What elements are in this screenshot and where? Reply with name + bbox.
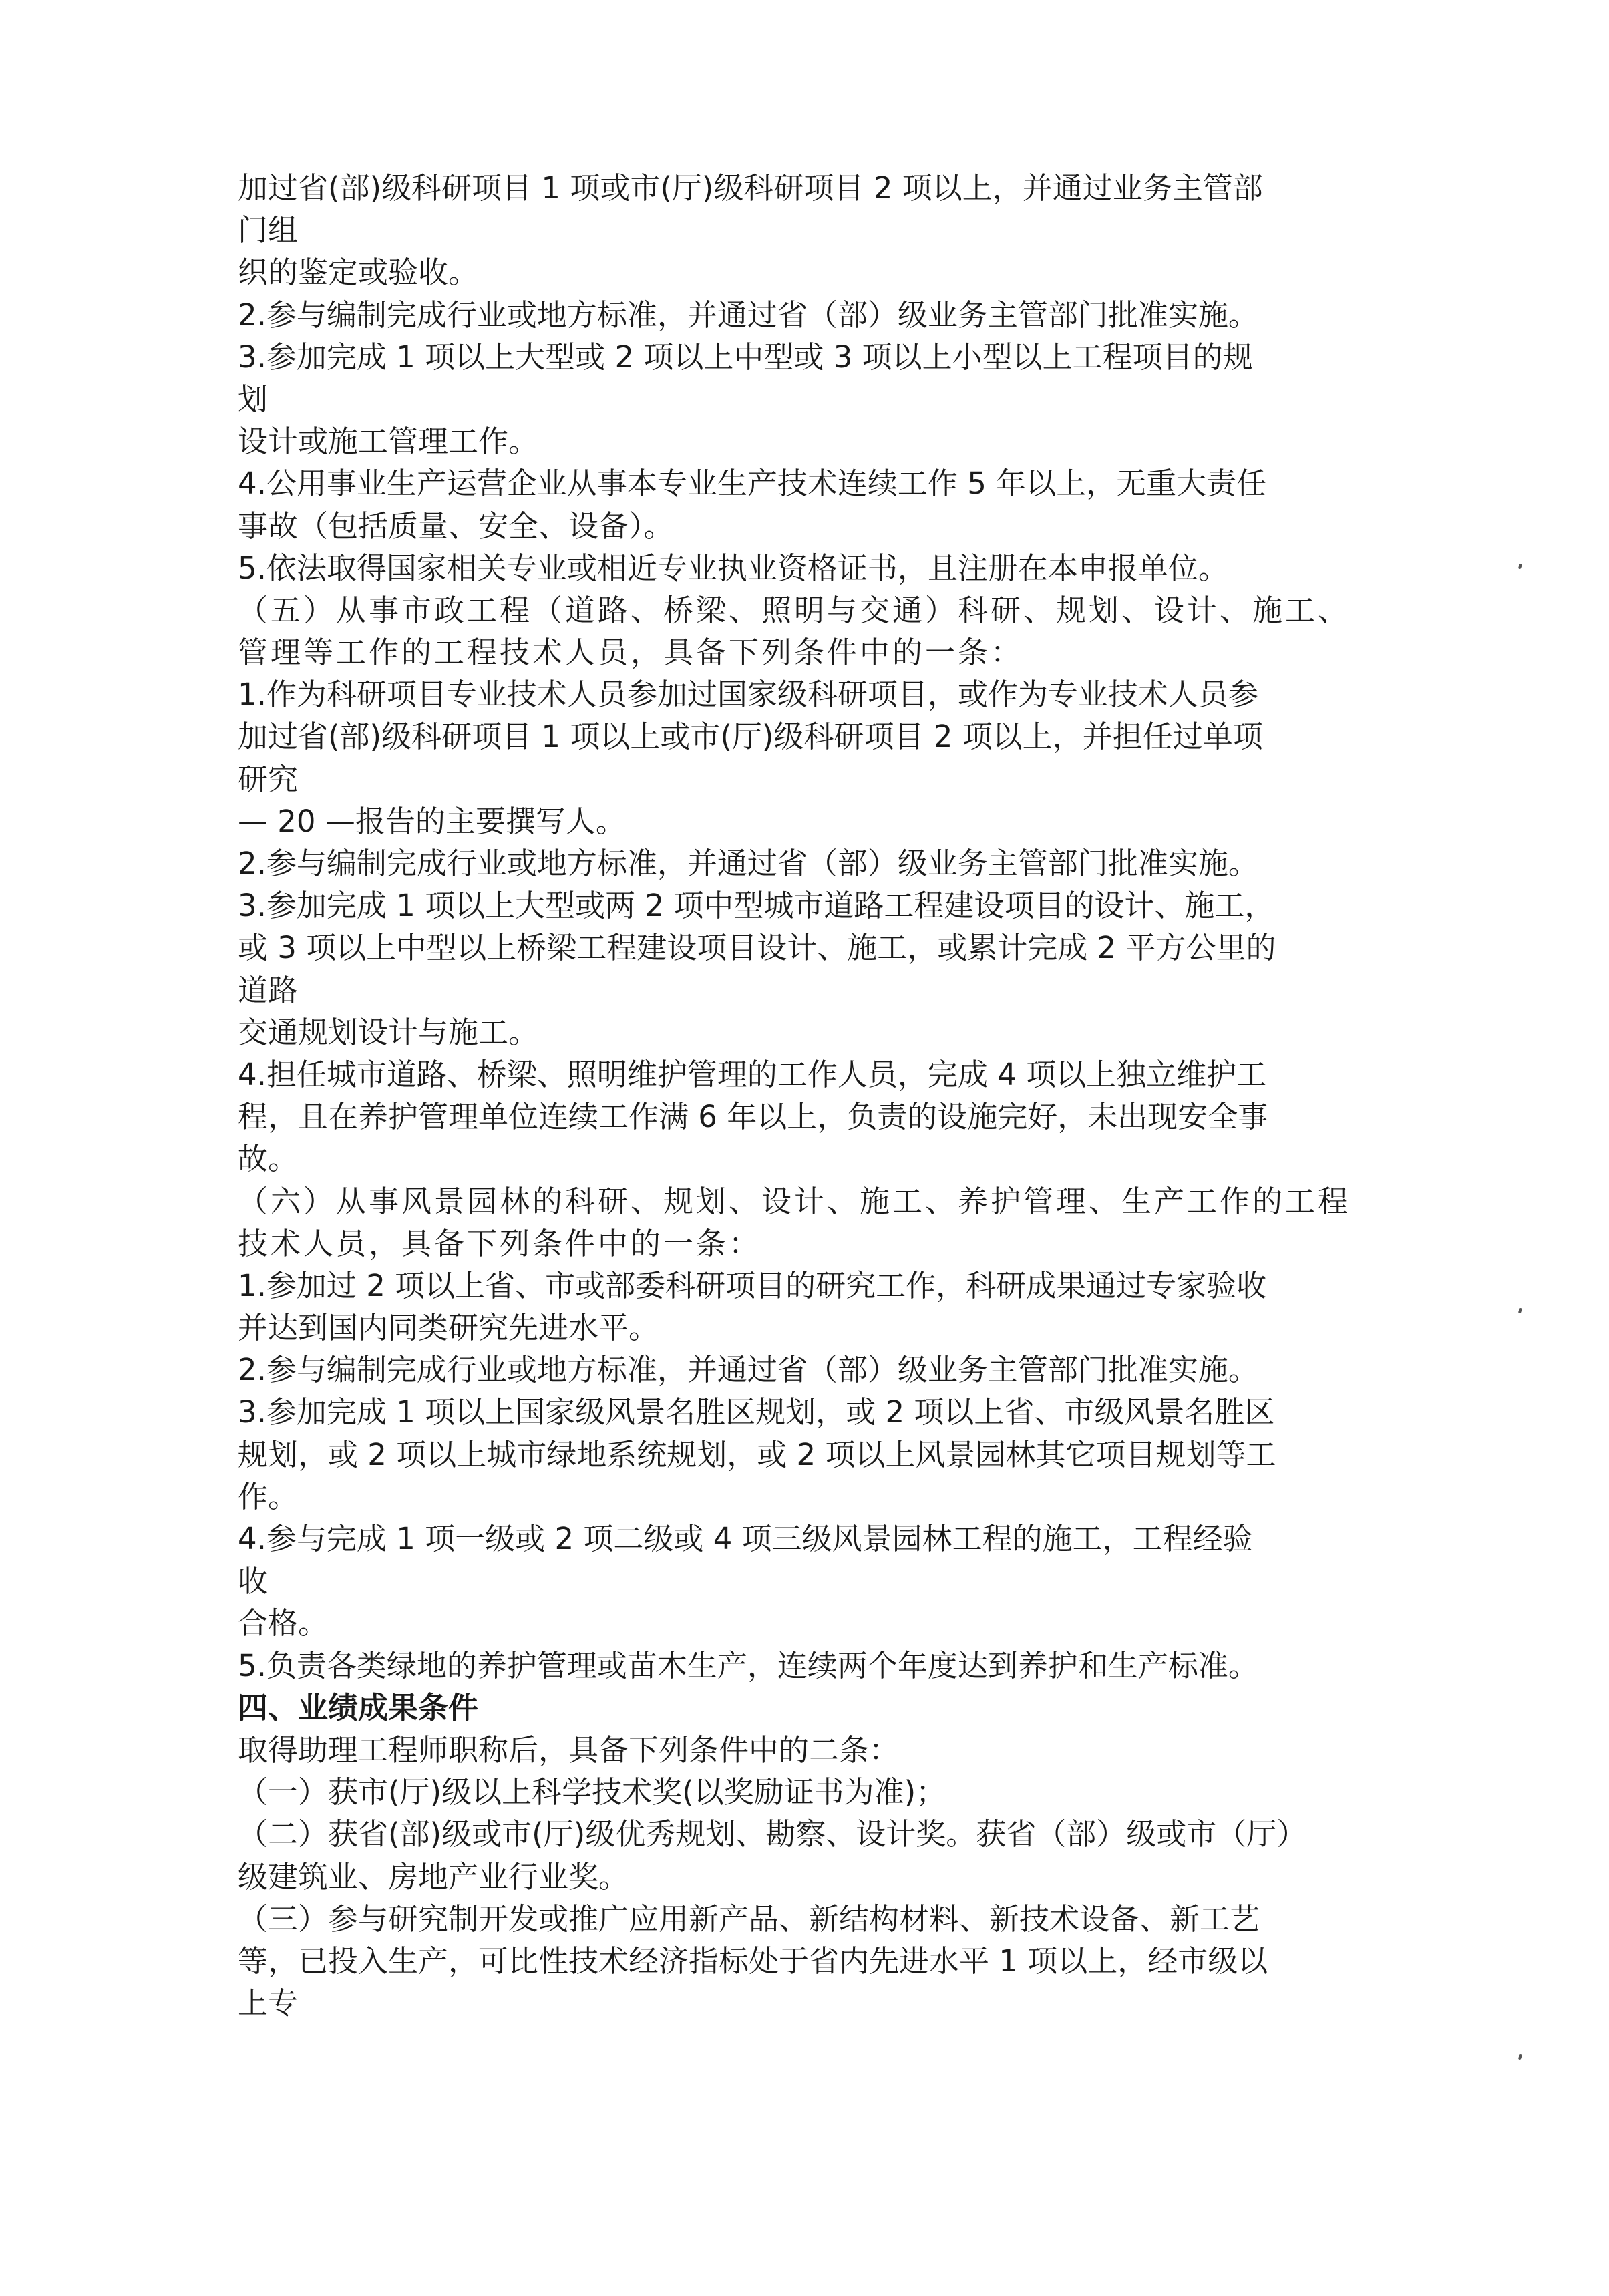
text-line: 作。 [238,1478,299,1514]
text-line: 织的鉴定或验收。 [238,255,479,291]
scan-speck [1518,1308,1522,1314]
text-line: 加过省(部)级科研项目 1 项以上或市(厅)级科研项目 2 项以上，并担任过单项 [238,719,1263,755]
text-line: 取得助理工程师职称后，具备下列条件中的二条： [238,1732,900,1768]
text-line: 5.负责各类绿地的养护管理或苗木生产，连续两个年度达到养护和生产标准。 [238,1647,1258,1683]
text-line: （二）获省(部)级或市(厅)级优秀规划、勘察、设计奖。获省（部）级或市（厅） [238,1816,1307,1852]
text-line: 4.公用事业生产运营企业从事本专业生产技术连续工作 5 年以上，无重大责任 [238,466,1267,502]
text-line: 1.参加过 2 项以上省、市或部委科研项目的研究工作，科研成果通过专家验收 [238,1267,1267,1303]
text-line: 2.参与编制完成行业或地方标准，并通过省（部）级业务主管部门批准实施。 [238,846,1258,881]
text-line: 上专 [238,1985,299,2021]
text-line: 1.作为科研项目专业技术人员参加过国家级科研项目，或作为专业技术人员参 [238,677,1258,713]
text-line: 级建筑业、房地产业行业奖。 [238,1858,629,1895]
text-line: 3.参加完成 1 项以上国家级风景名胜区规划，或 2 项以上省、市级风景名胜区 [238,1394,1275,1430]
text-line: （三）参与研究制开发或推广应用新产品、新结构材料、新技术设备、新工艺 [238,1901,1260,1937]
text-line: （六）从事风景园林的科研、规划、设计、施工、养护管理、生产工作的工程 [238,1183,1351,1219]
scan-speck [1518,2054,1522,2060]
text-line: 等，已投入生产，可比性技术经济指标处于省内先进水平 1 项以上，经市级以 [238,1943,1268,1979]
text-line: 道路 [238,972,299,1008]
text-line: 或 3 项以上中型以上桥梁工程建设项目设计、施工，或累计完成 2 平方公里的 [238,930,1276,966]
text-line: 划 [238,381,269,417]
text-line: 设计或施工管理工作。 [238,424,539,460]
text-line: 5.依法取得国家相关专业或相近专业执业资格证书，且注册在本申报单位。 [238,550,1228,586]
text-line: 技术人员，具备下列条件中的一条： [238,1225,762,1261]
text-line: 门组 [238,212,299,249]
text-line: — 20 —报告的主要撰写人。 [238,803,626,839]
text-line: 收 [238,1563,269,1599]
text-line: 2.参与编制完成行业或地方标准，并通过省（部）级业务主管部门批准实施。 [238,1352,1258,1388]
text-line: 管理等工作的工程技术人员，具备下列条件中的一条： [238,635,1024,671]
text-line: 4.参与完成 1 项一级或 2 项二级或 4 项三级风景园林工程的施工，工程经验 [238,1521,1253,1556]
text-line: 研究 [238,761,299,797]
section-heading: 四、业绩成果条件 [238,1689,479,1726]
text-line: 交通规划设计与施工。 [238,1014,539,1050]
document-page [238,167,1400,2024]
text-line: 事故（包括质量、安全、设备）。 [238,508,674,544]
text-line: 3.参加完成 1 项以上大型或 2 项以上中型或 3 项以上小型以上工程项目的规 [238,339,1253,375]
text-line: 4.担任城市道路、桥梁、照明维护管理的工作人员，完成 4 项以上独立维护工 [238,1056,1267,1092]
text-line: （五）从事市政工程（道路、桥梁、照明与交通）科研、规划、设计、施工、 [238,592,1351,628]
scan-speck [1518,564,1522,570]
text-line: 2.参与编制完成行业或地方标准，并通过省（部）级业务主管部门批准实施。 [238,297,1258,333]
text-line: 故。 [238,1141,299,1177]
text-line: （一）获市(厅)级以上科学技术奖(以奖励证书为准)； [238,1774,946,1810]
text-line: 合格。 [238,1605,329,1641]
text-line: 规划，或 2 项以上城市绿地系统规划，或 2 项以上风景园林其它项目规划等工 [238,1436,1276,1472]
text-line: 3.参加完成 1 项以上大型或两 2 项中型城市道路工程建设项目的设计、施工， [238,888,1275,924]
text-line: 加过省(部)级科研项目 1 项或市(厅)级科研项目 2 项以上，并通过业务主管部 [238,170,1263,206]
text-line: 并达到国内同类研究先进水平。 [238,1310,659,1346]
text-line: 程，且在养护管理单位连续工作满 6 年以上，负责的设施完好，未出现安全事 [238,1099,1268,1135]
